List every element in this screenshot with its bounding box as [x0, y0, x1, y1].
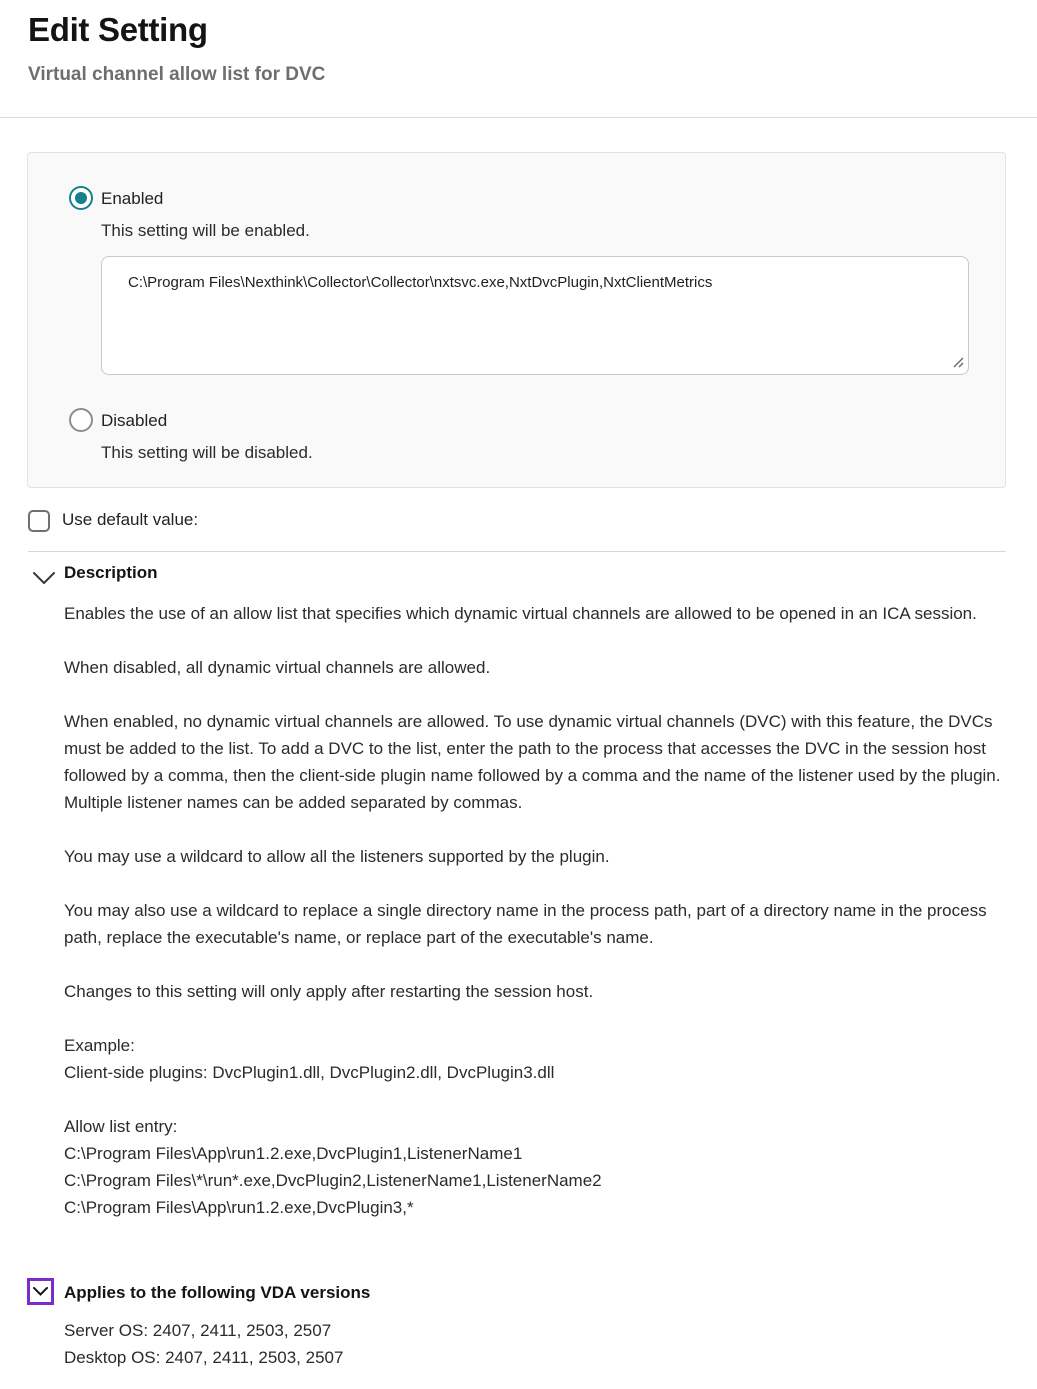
allow-list-value-input[interactable]: [101, 256, 969, 375]
description-paragraph: You may also use a wildcard to replace a single directory name in the process path, part of a directory name in the process path, replace the executable's name, or replace part of the executable's name.: [64, 901, 987, 947]
description-paragraph: Enables the use of an allow list that specifies which dynamic virtual channels are allowed to be opened in an ICA session.: [64, 604, 977, 623]
disabled-description: This setting will be disabled.: [101, 443, 313, 462]
example-line: Example:: [64, 1036, 135, 1055]
description-paragraph: Changes to this setting will only apply after restarting the session host.: [64, 982, 594, 1001]
description-body: [64, 600, 1002, 1248]
allow-list-line: C:\Program Files\App\run1.2.exe,DvcPlugin3,*: [64, 1198, 414, 1217]
description-paragraph: When enabled, no dynamic virtual channels are allowed. To use dynamic virtual channels (DVC) with this feature, the DVCs must be added to the list. To add a DVC to the list, enter the path to the process that accesses the DVC in the session host followed by a comma, then the client-side plugin name followed by a comma and the name of the listener used by the plugin. Multiple listener names can be added separated by commas.: [64, 712, 1001, 812]
section-divider: [28, 551, 1006, 552]
allow-list-line: Allow list entry:: [64, 1117, 178, 1136]
resize-grip-icon[interactable]: [952, 356, 964, 368]
setting-name-subtitle: Virtual channel allow list for DVC: [28, 64, 326, 85]
chevron-down-icon: [33, 1287, 48, 1296]
vda-versions-heading[interactable]: Applies to the following VDA versions: [64, 1283, 371, 1302]
enabled-radio[interactable]: [69, 186, 93, 210]
use-default-checkbox[interactable]: [28, 510, 50, 532]
setting-options-panel: [27, 152, 1006, 488]
header-divider: [0, 117, 1037, 118]
vda-section-expander[interactable]: [27, 1278, 54, 1305]
vda-versions-list: [64, 1317, 343, 1371]
vda-desktop-os: Desktop OS: 2407, 2411, 2503, 2507: [64, 1348, 344, 1367]
description-heading[interactable]: Description: [64, 563, 158, 582]
description-paragraph: You may use a wildcard to allow all the listeners supported by the plugin.: [64, 847, 610, 866]
radio-dot: [75, 192, 87, 204]
allow-list-line: C:\Program Files\App\run1.2.exe,DvcPlugin1,ListenerName1: [64, 1144, 523, 1163]
enabled-label[interactable]: Enabled: [101, 189, 164, 208]
allow-list-block: [64, 1113, 1002, 1221]
allow-list-value-wrap: [101, 256, 969, 375]
description-paragraph: When disabled, all dynamic virtual channels are allowed.: [64, 658, 491, 677]
vda-server-os: Server OS: 2407, 2411, 2503, 2507: [64, 1321, 332, 1340]
enabled-description: This setting will be enabled.: [101, 221, 310, 240]
example-line: Client-side plugins: DvcPlugin1.dll, DvcPlugin2.dll, DvcPlugin3.dll: [64, 1063, 555, 1082]
page-title: Edit Setting: [28, 11, 208, 48]
disabled-label[interactable]: Disabled: [101, 411, 168, 430]
example-block: [64, 1032, 1002, 1086]
use-default-label[interactable]: Use default value:: [62, 510, 199, 529]
chevron-down-icon[interactable]: [33, 572, 55, 585]
disabled-radio[interactable]: [69, 408, 93, 432]
allow-list-line: C:\Program Files\*\run*.exe,DvcPlugin2,ListenerName1,ListenerName2: [64, 1171, 602, 1190]
